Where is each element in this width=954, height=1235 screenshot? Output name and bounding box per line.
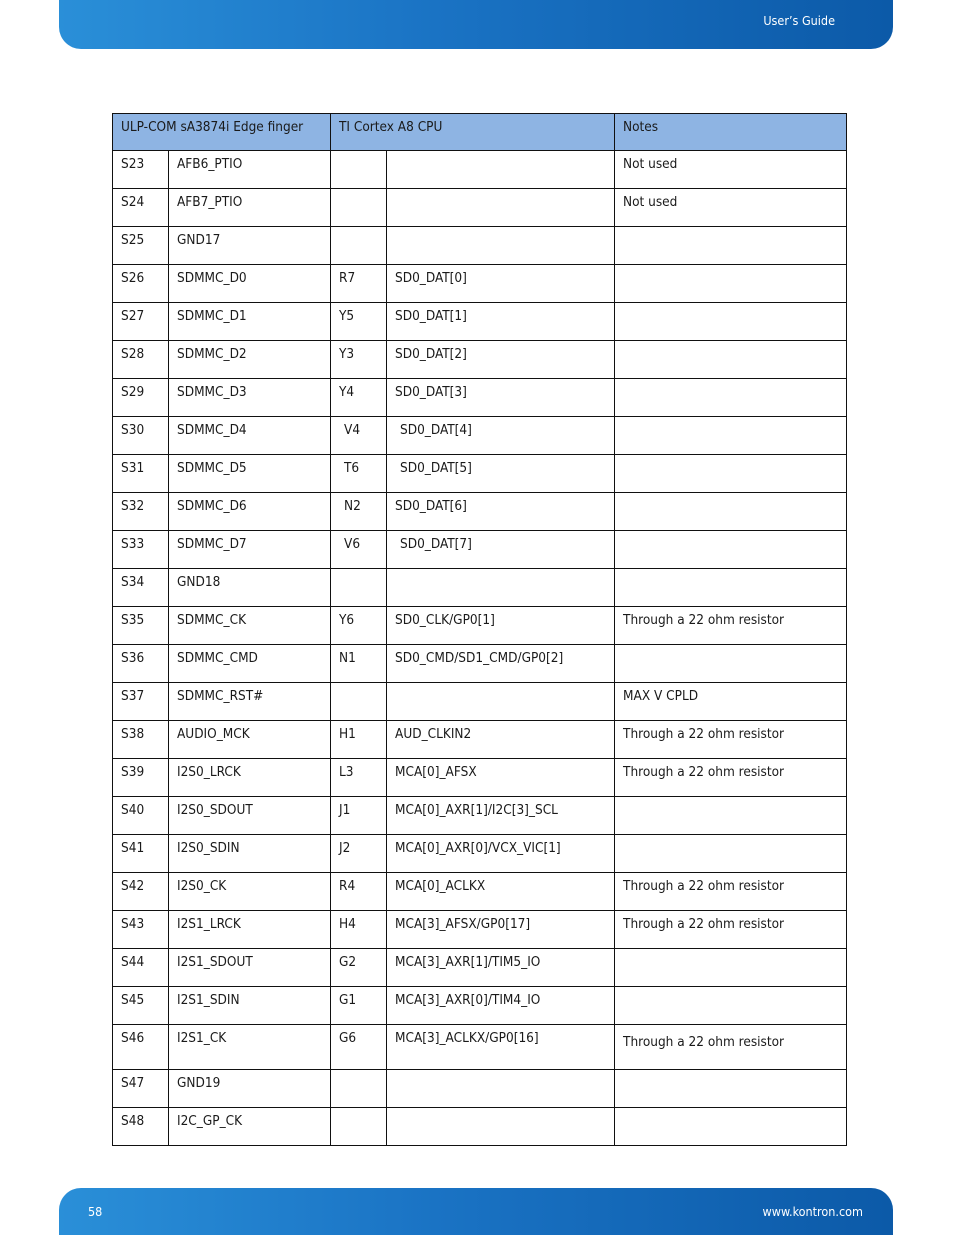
signal-cell: SDMMC_D0 [169,265,331,303]
table-row [113,911,847,949]
pin-cell: S40 [113,797,169,835]
cpu-signal-cell: MCA[0]_AXR[1]/I2C[3]_SCL [387,797,615,835]
ball-cell: R4 [331,873,387,911]
cpu-signal-cell: SD0_DAT[7] [387,531,615,569]
signal-cell: I2S0_CK [169,873,331,911]
pin-cell: S36 [113,645,169,683]
cpu-signal-cell [387,1070,615,1108]
pin-cell: S41 [113,835,169,873]
cpu-signal-cell: MCA[0]_AFSX [387,759,615,797]
signal-cell: SDMMC_D3 [169,379,331,417]
pin-cell: S35 [113,607,169,645]
cpu-signal-cell: MCA[3]_AXR[0]/TIM4_IO [387,987,615,1025]
pin-cell: S23 [113,151,169,189]
signal-cell: I2S0_SDOUT [169,797,331,835]
cpu-signal-cell: SD0_CMD/SD1_CMD/GP0[2] [387,645,615,683]
cpu-signal-cell: MCA[3]_AXR[1]/TIM5_IO [387,949,615,987]
table-row [113,455,847,493]
cpu-signal-cell: SD0_DAT[4] [387,417,615,455]
table-row [113,151,847,189]
header-banner [59,0,893,49]
pin-cell: S32 [113,493,169,531]
pin-cell: S46 [113,1025,169,1070]
pin-cell: S44 [113,949,169,987]
table-row [113,987,847,1025]
table-row [113,303,847,341]
note-cell [615,1070,847,1108]
cpu-signal-cell: MCA[0]_ACLKX [387,873,615,911]
signal-cell: SDMMC_D2 [169,341,331,379]
signal-cell: I2S1_SDOUT [169,949,331,987]
note-cell [615,797,847,835]
pin-cell: S29 [113,379,169,417]
ball-cell: J1 [331,797,387,835]
ball-cell: H1 [331,721,387,759]
ball-cell: N2 [331,493,387,531]
pin-cell: S43 [113,911,169,949]
cpu-signal-cell: SD0_DAT[0] [387,265,615,303]
signal-cell: SDMMC_D7 [169,531,331,569]
signal-cell: I2S0_LRCK [169,759,331,797]
note-cell [615,493,847,531]
note-cell [615,531,847,569]
signal-cell: I2C_GP_CK [169,1108,331,1146]
ball-cell: Y4 [331,379,387,417]
table-row [113,873,847,911]
note-cell [615,417,847,455]
note-cell: Not used [615,151,847,189]
table-row [113,189,847,227]
ball-cell: Y3 [331,341,387,379]
footer-banner [59,1188,893,1235]
ball-cell [331,227,387,265]
note-cell [615,645,847,683]
cpu-signal-cell: SD0_DAT[5] [387,455,615,493]
table-row [113,721,847,759]
ball-cell: L3 [331,759,387,797]
signal-cell: SDMMC_D5 [169,455,331,493]
note-cell [615,227,847,265]
table-row [113,645,847,683]
ball-cell [331,1108,387,1146]
ball-cell: N1 [331,645,387,683]
ball-cell: Y5 [331,303,387,341]
cpu-signal-cell: SD0_DAT[6] [387,493,615,531]
table-row [113,531,847,569]
ball-cell [331,189,387,227]
pin-cell: S24 [113,189,169,227]
page-number: 58 [88,1204,103,1219]
signal-cell: AUDIO_MCK [169,721,331,759]
pin-cell: S45 [113,987,169,1025]
cpu-signal-cell: MCA[0]_AXR[0]/VCX_VIC[1] [387,835,615,873]
table-row [113,683,847,721]
signal-cell: GND19 [169,1070,331,1108]
signal-cell: I2S0_SDIN [169,835,331,873]
cpu-signal-cell: SD0_CLK/GP0[1] [387,607,615,645]
pin-cell: S27 [113,303,169,341]
signal-cell: SDMMC_D6 [169,493,331,531]
note-cell [615,987,847,1025]
pin-cell: S26 [113,265,169,303]
table-row [113,265,847,303]
cpu-signal-cell: SD0_DAT[3] [387,379,615,417]
signal-cell: SDMMC_RST# [169,683,331,721]
cpu-signal-cell [387,1108,615,1146]
note-cell: Through a 22 ohm resistor [615,873,847,911]
table-body [113,151,847,1146]
col-header-notes: Notes [615,114,847,151]
pin-cell: S25 [113,227,169,265]
signal-cell: AFB7_PTIO [169,189,331,227]
cpu-signal-cell [387,227,615,265]
note-cell: Through a 22 ohm resistor [615,607,847,645]
table-row [113,835,847,873]
col-header-cpu: TI Cortex A8 CPU [331,114,615,151]
note-cell: Through a 22 ohm resistor [615,1025,847,1070]
cpu-signal-cell [387,569,615,607]
ball-cell: R7 [331,265,387,303]
pin-cell: S47 [113,1070,169,1108]
note-cell: Through a 22 ohm resistor [615,911,847,949]
ball-cell: T6 [331,455,387,493]
cpu-signal-cell [387,151,615,189]
table-row [113,341,847,379]
note-cell [615,303,847,341]
table-row [113,569,847,607]
ball-cell: V6 [331,531,387,569]
pin-cell: S28 [113,341,169,379]
table-row [113,607,847,645]
signal-cell: SDMMC_CK [169,607,331,645]
note-cell [615,949,847,987]
cpu-signal-cell: MCA[3]_ACLKX/GP0[16] [387,1025,615,1070]
ball-cell [331,569,387,607]
ball-cell: J2 [331,835,387,873]
note-cell [615,835,847,873]
ball-cell [331,1070,387,1108]
ball-cell: G1 [331,987,387,1025]
cpu-signal-cell: MCA[3]_AFSX/GP0[17] [387,911,615,949]
pinout-table [112,113,847,1146]
note-cell [615,455,847,493]
pin-cell: S42 [113,873,169,911]
table-row [113,949,847,987]
table-row [113,379,847,417]
ball-cell [331,683,387,721]
ball-cell [331,151,387,189]
table-row [113,1108,847,1146]
cpu-signal-cell [387,683,615,721]
document-title: User’s Guide [763,13,835,28]
signal-cell: SDMMC_CMD [169,645,331,683]
note-cell [615,569,847,607]
table-row [113,417,847,455]
note-cell: Through a 22 ohm resistor [615,759,847,797]
pin-cell: S31 [113,455,169,493]
col-header-edge-finger: ULP-COM sA3874i Edge finger [113,114,331,151]
pin-cell: S38 [113,721,169,759]
table-row [113,227,847,265]
table-row [113,759,847,797]
signal-cell: I2S1_LRCK [169,911,331,949]
signal-cell: SDMMC_D1 [169,303,331,341]
pin-cell: S39 [113,759,169,797]
note-cell: Not used [615,189,847,227]
website-link[interactable]: www.kontron.com [762,1204,863,1219]
note-cell [615,341,847,379]
signal-cell: GND18 [169,569,331,607]
table-row [113,493,847,531]
signal-cell: I2S1_CK [169,1025,331,1070]
ball-cell: Y6 [331,607,387,645]
pin-cell: S33 [113,531,169,569]
pin-cell: S37 [113,683,169,721]
signal-cell: GND17 [169,227,331,265]
table-row [113,797,847,835]
note-cell [615,265,847,303]
signal-cell: SDMMC_D4 [169,417,331,455]
ball-cell: H4 [331,911,387,949]
note-cell: Through a 22 ohm resistor [615,721,847,759]
cpu-signal-cell: SD0_DAT[2] [387,341,615,379]
table-header-row [113,114,847,151]
ball-cell: G6 [331,1025,387,1070]
pin-cell: S34 [113,569,169,607]
ball-cell: V4 [331,417,387,455]
pin-cell: S48 [113,1108,169,1146]
cpu-signal-cell: AUD_CLKIN2 [387,721,615,759]
cpu-signal-cell: SD0_DAT[1] [387,303,615,341]
note-cell [615,379,847,417]
table-row [113,1070,847,1108]
signal-cell: I2S1_SDIN [169,987,331,1025]
signal-cell: AFB6_PTIO [169,151,331,189]
note-cell [615,1108,847,1146]
pin-cell: S30 [113,417,169,455]
cpu-signal-cell [387,189,615,227]
note-cell: MAX V CPLD [615,683,847,721]
ball-cell: G2 [331,949,387,987]
table-row [113,1025,847,1070]
